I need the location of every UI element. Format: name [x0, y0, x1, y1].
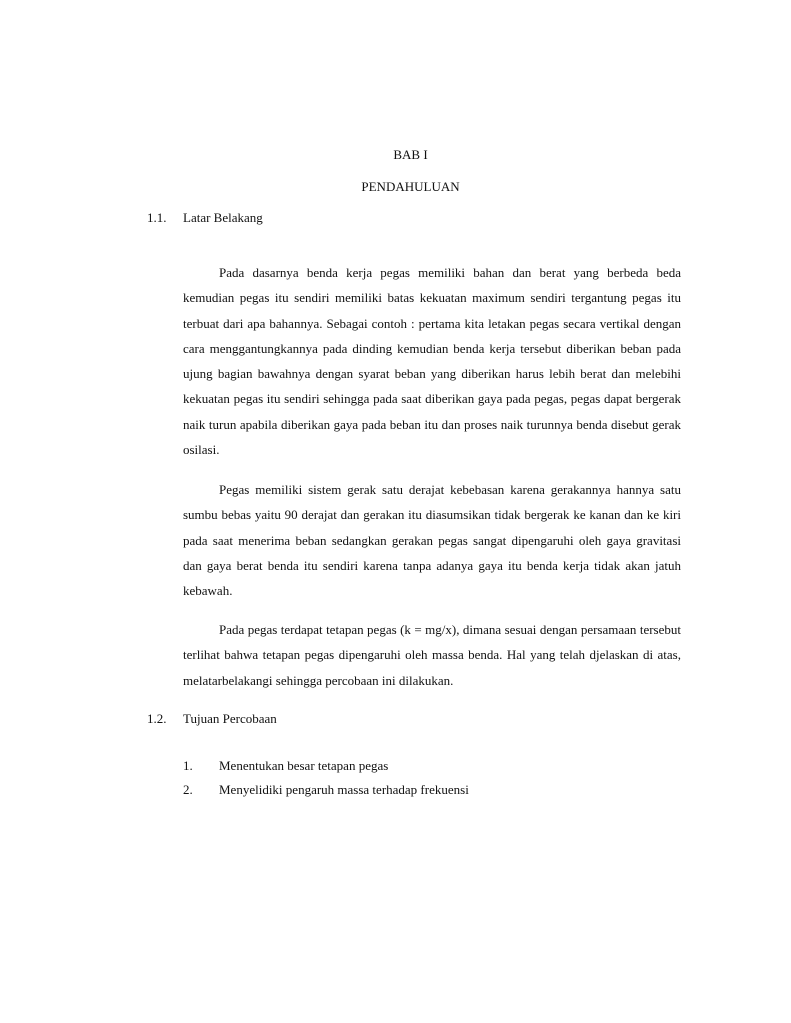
chapter-title: PENDAHULUAN — [361, 179, 460, 194]
section-number: 1.2. — [147, 711, 167, 726]
list-item-text: Menyelidiki pengaruh massa terhadap frekuensi — [219, 782, 469, 797]
chapter-number: BAB I — [393, 147, 428, 162]
list-item — [183, 778, 469, 802]
section-title: Latar Belakang — [183, 210, 263, 225]
section-heading-tujuan-percobaan — [147, 711, 277, 727]
list-item-text: Menentukan besar tetapan pegas — [219, 758, 389, 773]
list-item-number: 2. — [183, 782, 193, 797]
paragraph-3: Pada pegas terdapat tetapan pegas (k = mg/x), dimana sesuai dengan persamaan tersebut terlihat bahwa tetapan pegas dipengaruhi oleh massa benda. Hal yang telah djelaskan di atas, melatarbelakangi sehingga percobaan ini dilakukan. — [183, 622, 681, 688]
paragraph-1: Pada dasarnya benda kerja pegas memiliki bahan dan berat yang berbeda beda kemudian pegas itu sendiri memiliki batas kekuatan maximum sendiri tergantung pegas itu terbuat dari apa bahannya. Sebagai contoh : pertama kita letakan pegas secara vertikal dengan cara menggantungkannya pada dinding kemudian benda kerja tersebut diberikan beban pada ujung bagian bawahnya dengan syarat beban yang diberikan harus lebih berat dan melebihi kekuatan pegas itu sendiri sehingga pada saat diberikan gaya pada pegas, pegas dapat bergerak naik turun apabila diberikan gaya pada beban itu dan proses naik turunnya benda disebut gerak osilasi. — [183, 265, 681, 458]
paragraph-2: Pegas memiliki sistem gerak satu derajat kebebasan karena gerakannya hannya satu sumbu bebas yaitu 90 derajat dan gerakan itu diasumsikan tidak bergerak ke kanan dan ke kiri pada saat menerima beban sedangkan gerakan pegas sangat dipengaruhi oleh gaya gravitasi dan gaya berat benda itu sendiri karena tanpa adanya gaya itu benda kerja tidak akan jatuh kebawah. — [183, 482, 681, 599]
section-heading-latar-belakang — [147, 210, 263, 226]
list-item — [183, 754, 469, 778]
section-title: Tujuan Percobaan — [183, 711, 277, 726]
list-item-number: 1. — [183, 758, 193, 773]
section-number: 1.1. — [147, 210, 167, 225]
objectives-list — [183, 754, 469, 802]
